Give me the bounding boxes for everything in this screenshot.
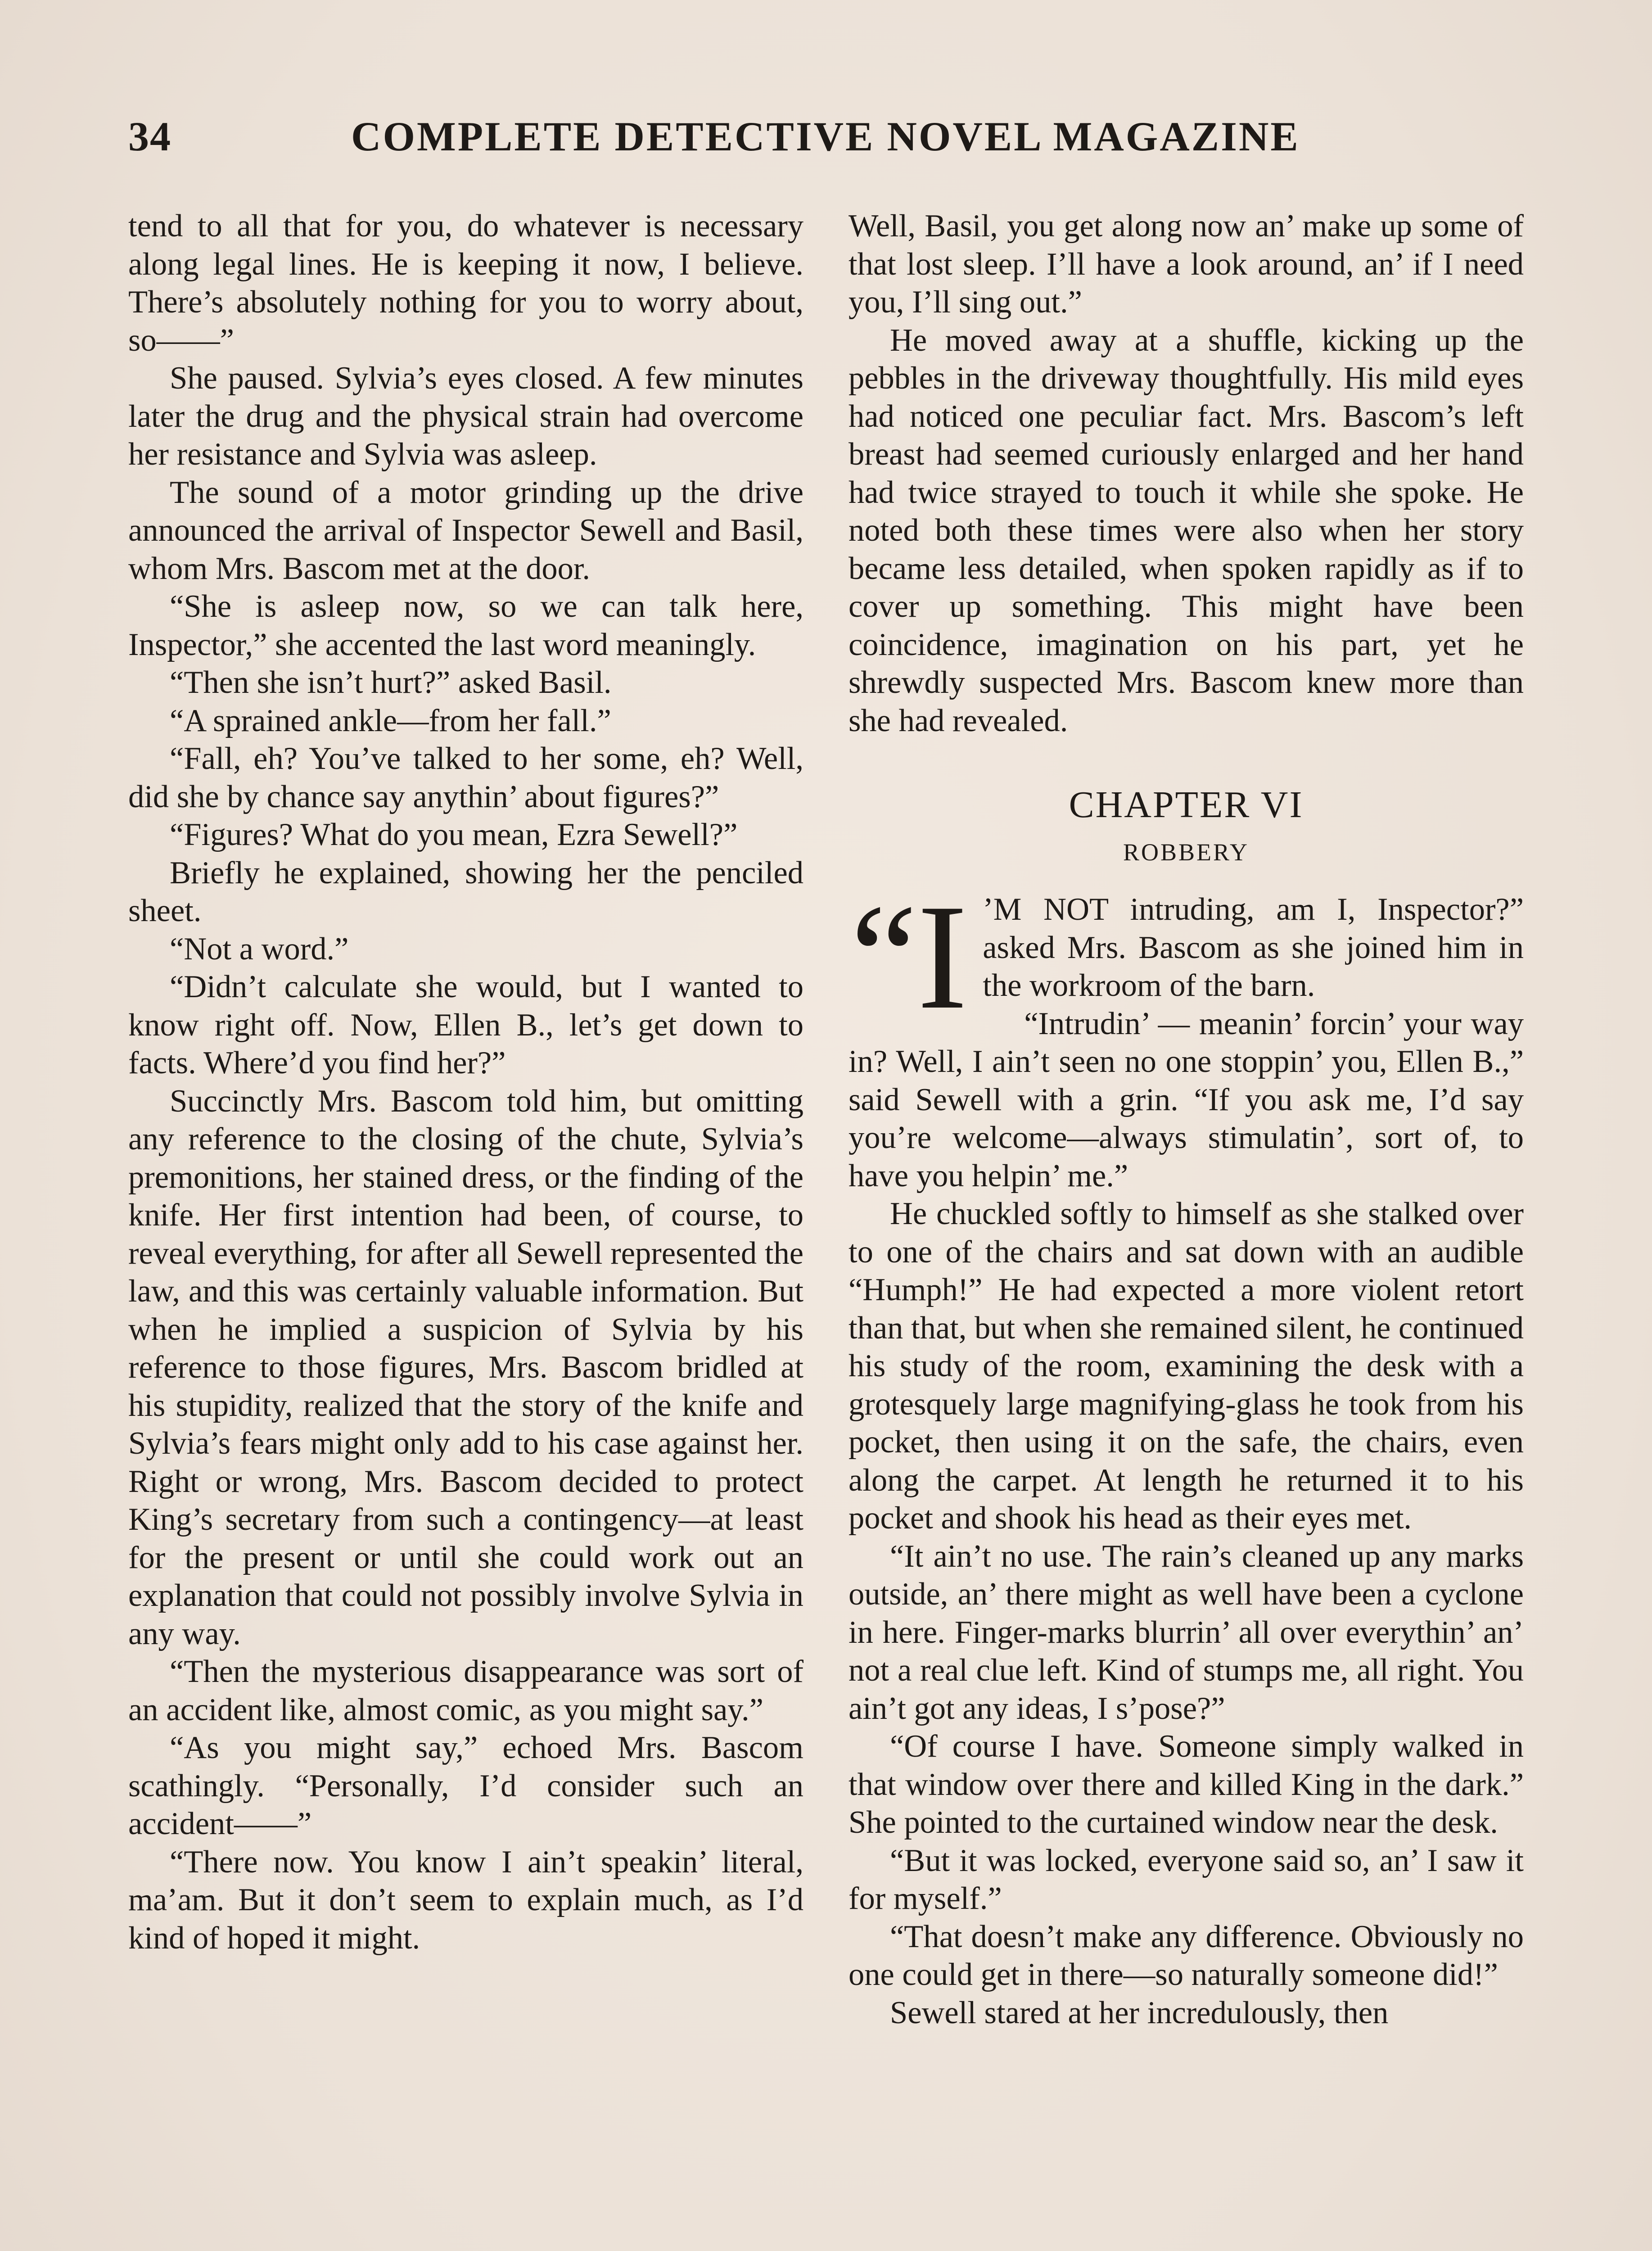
paragraph: Sewell stared at her incredulously, then — [890, 1995, 1389, 2030]
running-title: COMPLETE DETECTIVE NOVEL MAGAZINE — [351, 113, 1300, 159]
paragraph: “That doesn’t make any difference. Obviously no one could get in there—so naturally someone did!” — [849, 1919, 1524, 1992]
paragraph: “Of course I have. Someone simply walked in that window over there and killed King in the dark.” She pointed to the curtained window near the desk. — [849, 1729, 1524, 1840]
paragraph: “Then the mysterious disappearance was sort of an accident like, almost comic, as you might say.” — [128, 1654, 803, 1727]
paragraph: Well, Basil, you get along now an’ make up some of that lost sleep. I’ll have a look around, an’ if I need you, I’ll sing out.” — [849, 208, 1524, 320]
drop-cap: “I — [850, 873, 968, 1040]
chapter-subtitle: ROBBERY — [1123, 839, 1250, 866]
paragraph: “There now. You know I ain’t speakin’ literal, ma’am. But it don’t seem to explain much, as I’d kind of hoped it might. — [128, 1844, 803, 1956]
left-column — [128, 207, 803, 1957]
paragraph: “She is asleep now, so we can talk here, Inspector,” she accented the last word meaningly. — [128, 589, 803, 662]
chapter-opening-paragraph — [849, 873, 1524, 1040]
paragraph: The sound of a motor grinding up the drive announced the arrival of Inspector Sewell and Basil, whom Mrs. Bascom met at the door. — [128, 475, 803, 586]
paragraph: He chuckled softly to himself as she stalked over to one of the chairs and sat down with an audible “Humph!” He had expected a more violent retort than that, but when she remained silent, he continued his study of the room, examining the desk with a grotesquely large magnifying-glass he took from his pocket, then using it on the safe, the chairs, even along the carpet. At length he returned it to his pocket and shook his head as their eyes met. — [849, 1196, 1524, 1536]
paragraph: “Didn’t calculate she would, but I wanted to know right off. Now, Ellen B., let’s get down to facts. Where’d you find her?” — [128, 969, 803, 1080]
paragraph: “Not a word.” — [170, 931, 349, 967]
page-header — [128, 113, 1524, 176]
paragraph: “Figures? What do you mean, Ezra Sewell?” — [170, 817, 738, 852]
paragraph: He moved away at a shuffle, kicking up the pebbles in the driveway thoughtfully. His mild eyes had noticed one peculiar fact. Mrs. Bascom’s left breast had seemed curiously enlarged and her hand had twice strayed to touch it while she spoke. He noted both these times were also when her story became less detailed, when spoken rapidly as if to cover up something. This might have been coincidence, imagination on his part, yet he shrewdly suspected Mrs. Bascom knew more than she had revealed. — [849, 322, 1524, 738]
chapter-title: CHAPTER VI — [1069, 784, 1304, 826]
paragraph: “As you might say,” echoed Mrs. Bascom scathingly. “Personally, I’d consider such an accident——” — [128, 1730, 803, 1841]
paragraph: She paused. Sylvia’s eyes closed. A few minutes later the drug and the physical strain had overcome her resistance and Sylvia was asleep. — [128, 361, 803, 472]
paragraph: Briefly he explained, showing her the penciled sheet. — [128, 855, 803, 928]
chapter-opening-text: ’M NOT intruding, am I, Inspector?” asked Mrs. Bascom as she joined him in the workroom of the barn. — [983, 892, 1524, 1003]
paragraph: “It ain’t no use. The rain’s cleaned up any marks outside, an’ there might as well have been a cyclone in here. Finger-marks blurrin’ all over everythin’ an’ not a real clue left. Kind of stumps me, all right. You ain’t got any ideas, I s’pose?” — [849, 1538, 1524, 1726]
paragraph: “Fall, eh? You’ve talked to her some, eh? Well, did she by chance say anythin’ about figures?” — [128, 741, 803, 814]
page-number: 34 — [128, 113, 172, 159]
paragraph: “Intrudin’ — meanin’ forcin’ your way in? Well, I ain’t seen no one stoppin’ you, Ellen B.,” said Sewell with a grin. “If you ask me, I’d say you’re welcome—always stimulatin’, sort of, to have you helpin’ me.” — [849, 1006, 1524, 1193]
paragraph: “A sprained ankle—from her fall.” — [170, 703, 611, 738]
right-column — [849, 207, 1524, 2032]
paragraph: “Then she isn’t hurt?” asked Basil. — [170, 665, 612, 700]
paragraph: tend to all that for you, do whatever is necessary along legal lines. He is keeping it now, I believe. There’s absolutely nothing for you to worry about, so——” — [128, 208, 803, 358]
paragraph: Succinctly Mrs. Bascom told him, but omitting any reference to the closing of the chute, Sylvia’s premonitions, her stained dress, or the finding of the knife. Her first intention had been, of course, to reveal everything, for after all Sewell represented the law, and this was certainly valuable information. But when he implied a suspicion of Sylvia by his reference to those figures, Mrs. Bascom bridled at his stupidity, realized that the story of the knife and Sylvia’s fears might only add to his case against her. Right or wrong, Mrs. Bascom decided to protect King’s secretary from such a contingency—at least for the present or until she could work out an explanation that could not possibly involve Sylvia in any way. — [128, 1083, 803, 1651]
paragraph: “But it was locked, everyone said so, an’ I saw it for myself.” — [849, 1843, 1524, 1916]
